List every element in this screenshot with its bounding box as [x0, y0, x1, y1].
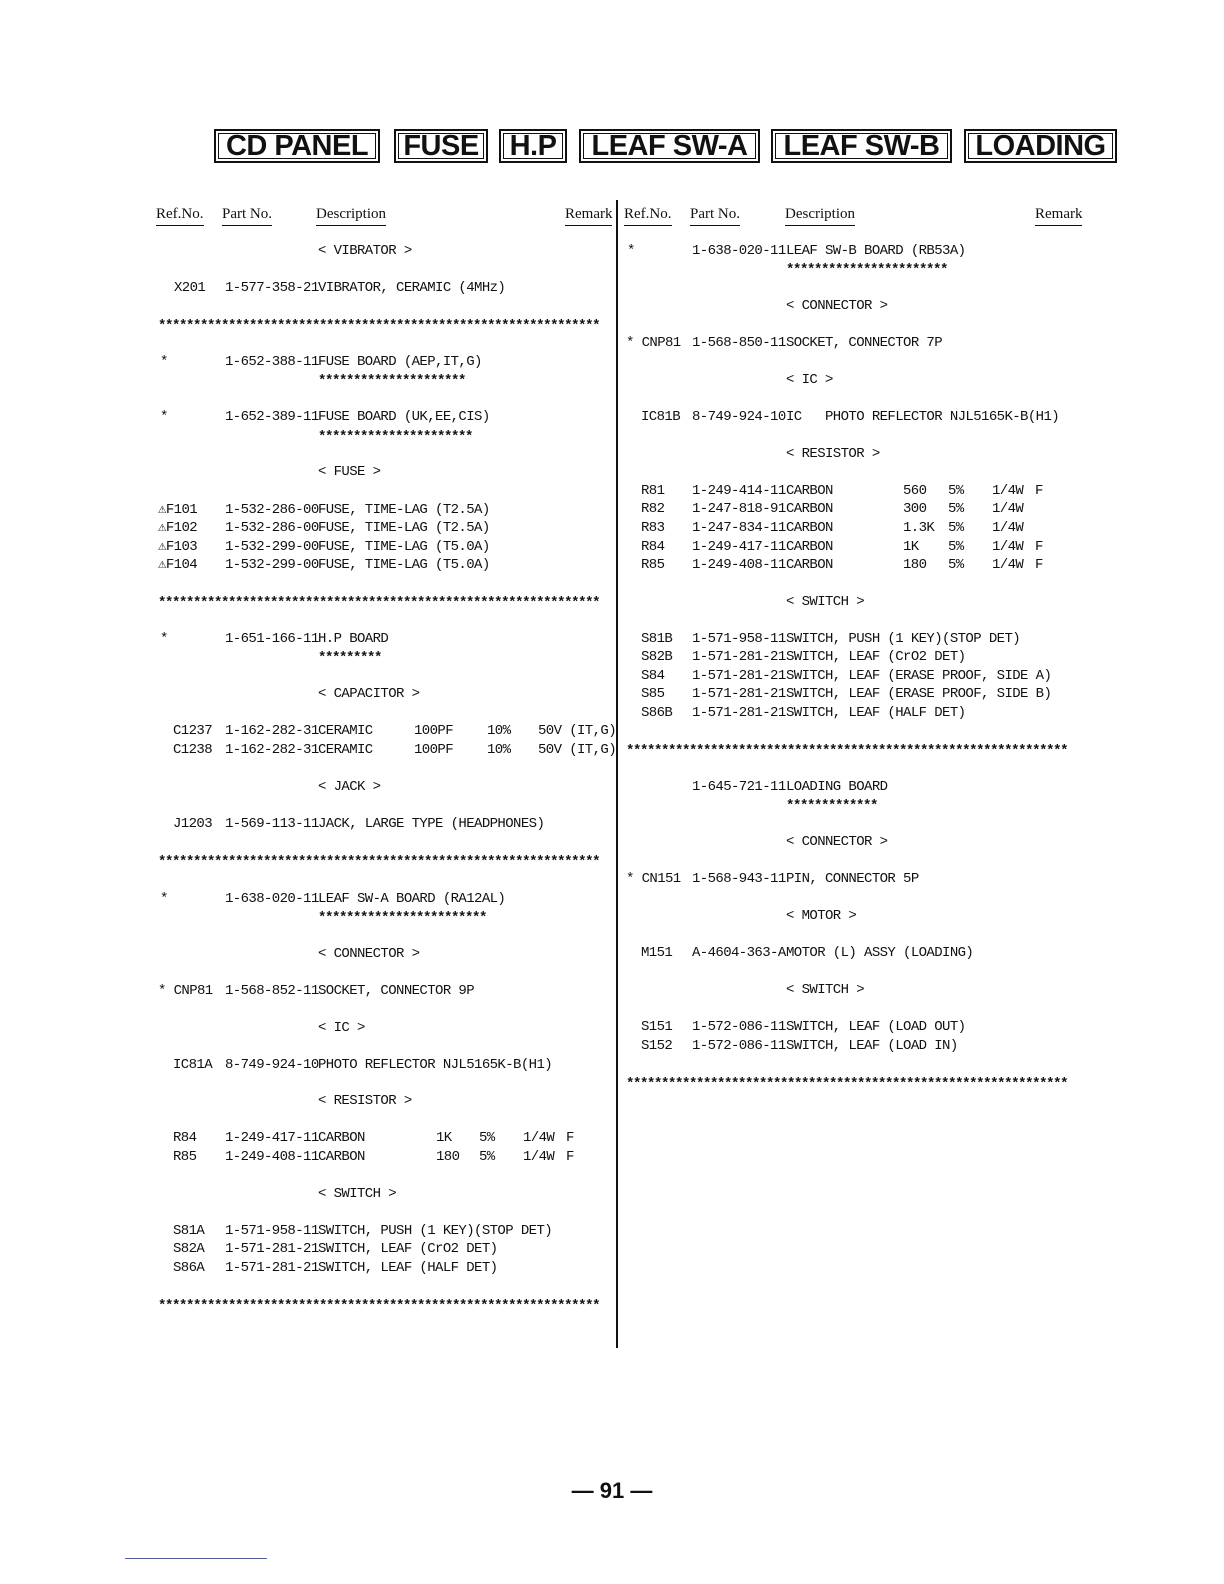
description: LOADING BOARD	[786, 779, 888, 795]
ref-no: S86B	[641, 705, 673, 721]
fuse-row: ⚠F104	[158, 557, 198, 573]
description: CARBON	[318, 1149, 365, 1165]
description: SWITCH, PUSH (1 KEY)(STOP DET)	[786, 631, 1021, 647]
wattage: 1/4W	[992, 557, 1024, 573]
description: SWITCH, LEAF (ERASE PROOF, SIDE A)	[786, 668, 1052, 684]
section-switch: < SWITCH >	[786, 982, 865, 998]
part-no: 8-749-924-10	[225, 1057, 319, 1073]
tolerance: 5%	[948, 483, 964, 499]
description: PHOTO REFLECTOR NJL5165K-B(H1)	[318, 1057, 553, 1073]
part-no: 1-249-408-11	[225, 1149, 319, 1165]
section-ic: < IC >	[786, 372, 833, 388]
underline-stars: *********************	[318, 374, 466, 388]
part-no: 1-571-958-11	[692, 631, 786, 647]
value: 100PF	[414, 723, 454, 739]
fuse-row: ⚠F101	[158, 502, 198, 518]
part-no: 1-638-020-11	[225, 891, 319, 907]
wattage: 1/4W	[523, 1149, 555, 1165]
description: PIN, CONNECTOR 5P	[786, 871, 919, 887]
part-no: A-4604-363-A	[692, 945, 786, 961]
part-no: 1-568-852-11	[225, 983, 319, 999]
part-no: 1-249-414-11	[692, 483, 786, 499]
remark-f: F	[1035, 539, 1043, 555]
tolerance: 10%	[487, 742, 511, 758]
part-no: 1-247-834-11	[692, 520, 786, 536]
fuse-row: ⚠F103	[158, 539, 198, 555]
part-no: 1-569-113-11	[225, 816, 319, 832]
remark-f: F	[1035, 557, 1043, 573]
warning-triangle-icon: ⚠	[158, 557, 166, 573]
underline-stars: *************	[786, 799, 878, 813]
tolerance: 5%	[479, 1149, 495, 1165]
ref-no: R81	[641, 483, 665, 499]
separator-stars: ***************************************************************	[626, 744, 1068, 758]
tab-leaf-sw-b: LEAF SW-B	[771, 129, 952, 163]
section-connector: < CONNECTOR >	[786, 298, 888, 314]
ref-no: R85	[641, 557, 665, 573]
revision-mark: *	[627, 243, 635, 259]
header-ref-no: Ref.No.	[156, 204, 204, 226]
part-no: 1-572-086-11	[692, 1019, 786, 1035]
ref-no: R85	[173, 1149, 197, 1165]
revision-mark: *	[160, 891, 168, 907]
part-no: 1-568-850-11	[692, 335, 786, 351]
warning-triangle-icon: ⚠	[158, 520, 166, 536]
footer-line	[125, 1558, 267, 1559]
part-no: 1-577-358-21	[225, 280, 319, 296]
description: VIBRATOR, CERAMIC (4MHz)	[318, 280, 506, 296]
part-no: 1-568-943-11	[692, 871, 786, 887]
ref-no: S82B	[641, 649, 673, 665]
ref-no: C1238	[173, 742, 213, 758]
underline-stars: *********	[318, 651, 382, 665]
section-vibrator: < VIBRATOR >	[318, 243, 412, 259]
part-no: 1-532-286-00	[225, 520, 319, 536]
underline-stars: **********************	[318, 430, 473, 444]
description: CARBON	[786, 483, 833, 499]
ref-no: S81B	[641, 631, 673, 647]
section-switch: < SWITCH >	[786, 594, 865, 610]
section-resistor: < RESISTOR >	[786, 446, 880, 462]
section-fuse: < FUSE >	[318, 464, 381, 480]
description: IC PHOTO REFLECTOR NJL5165K-B(H1)	[786, 409, 1060, 425]
separator-stars: ***************************************************************	[158, 319, 600, 333]
description: CARBON	[318, 1130, 365, 1146]
wattage: 1/4W	[992, 520, 1024, 536]
section-switch: < SWITCH >	[318, 1186, 397, 1202]
part-no: 1-571-281-21	[225, 1241, 319, 1257]
header-remark: Remark	[565, 204, 612, 226]
ref-no: S86A	[173, 1260, 205, 1276]
description: SWITCH, LEAF (CrO2 DET)	[786, 649, 966, 665]
description: CERAMIC	[318, 742, 373, 758]
section-motor: < MOTOR >	[786, 908, 857, 924]
ref-no: S85	[641, 686, 665, 702]
wattage: 1/4W	[523, 1130, 555, 1146]
description: SWITCH, LEAF (LOAD OUT)	[786, 1019, 966, 1035]
ref-no: S84	[641, 668, 665, 684]
header-part-no: Part No.	[690, 204, 740, 226]
value: 1K	[436, 1130, 452, 1146]
part-no: 1-638-020-11	[692, 243, 786, 259]
description: CARBON	[786, 557, 833, 573]
part-no: 1-162-282-31	[225, 742, 319, 758]
revision-mark: *	[160, 631, 168, 647]
description: H.P BOARD	[318, 631, 389, 647]
voltage: 50V (IT,G)	[538, 742, 617, 758]
part-no: 1-162-282-31	[225, 723, 319, 739]
part-no: 1-652-388-11	[225, 354, 319, 370]
ref-no: IC81B	[641, 409, 681, 425]
ref-no: S81A	[173, 1223, 205, 1239]
wattage: 1/4W	[992, 539, 1024, 555]
part-no: 1-249-408-11	[692, 557, 786, 573]
description: CARBON	[786, 539, 833, 555]
description: SWITCH, LEAF (HALF DET)	[786, 705, 966, 721]
description: MOTOR (L) ASSY (LOADING)	[786, 945, 974, 961]
voltage: 50V (IT,G)	[538, 723, 617, 739]
separator-stars: ***************************************************************	[158, 855, 600, 869]
column-divider	[616, 200, 618, 1348]
description: JACK, LARGE TYPE (HEADPHONES)	[318, 816, 545, 832]
ref-no: C1237	[173, 723, 213, 739]
tolerance: 5%	[948, 520, 964, 536]
description: FUSE, TIME-LAG (T2.5A)	[318, 502, 490, 518]
description: FUSE, TIME-LAG (T5.0A)	[318, 557, 490, 573]
value: 560	[903, 483, 927, 499]
part-no: 1-247-818-91	[692, 501, 786, 517]
part-no: 1-571-281-21	[692, 705, 786, 721]
header-description: Description	[316, 204, 386, 226]
value: 1K	[903, 539, 919, 555]
section-connector: < CONNECTOR >	[786, 834, 888, 850]
ref-no: S152	[641, 1038, 673, 1054]
fuse-row: ⚠F102	[158, 520, 198, 536]
warning-triangle-icon: ⚠	[158, 502, 166, 518]
tolerance: 5%	[948, 539, 964, 555]
description: FUSE BOARD (AEP,IT,G)	[318, 354, 482, 370]
separator-stars: ***************************************************************	[626, 1077, 1068, 1091]
part-no: 1-645-721-11	[692, 779, 786, 795]
part-no: 1-572-086-11	[692, 1038, 786, 1054]
ref-no: R83	[641, 520, 665, 536]
value: 300	[903, 501, 927, 517]
description: SWITCH, PUSH (1 KEY)(STOP DET)	[318, 1223, 553, 1239]
description: SWITCH, LEAF (ERASE PROOF, SIDE B)	[786, 686, 1052, 702]
wattage: 1/4W	[992, 483, 1024, 499]
part-no: 1-571-281-21	[225, 1260, 319, 1276]
wattage: 1/4W	[992, 501, 1024, 517]
description: SOCKET, CONNECTOR 7P	[786, 335, 943, 351]
page-number: — 91 —	[571, 1478, 653, 1503]
section-resistor: < RESISTOR >	[318, 1093, 412, 1109]
header-description: Description	[785, 204, 855, 226]
ref-no: * CNP81	[626, 335, 681, 351]
remark-f: F	[566, 1130, 574, 1146]
tab-leaf-sw-a: LEAF SW-A	[579, 129, 760, 163]
ref-no: R84	[173, 1130, 197, 1146]
revision-mark: *	[160, 409, 168, 425]
ref-no: M151	[641, 945, 673, 961]
description: FUSE, TIME-LAG (T5.0A)	[318, 539, 490, 555]
warning-triangle-icon: ⚠	[158, 539, 166, 555]
tab-cd-panel: CD PANEL	[214, 129, 380, 163]
section-jack: < JACK >	[318, 779, 381, 795]
part-no: 1-571-281-21	[692, 668, 786, 684]
separator-stars: ***************************************************************	[158, 596, 600, 610]
separator-stars: ***************************************************************	[158, 1299, 600, 1313]
ref-no: R84	[641, 539, 665, 555]
description: CARBON	[786, 520, 833, 536]
section-capacitor: < CAPACITOR >	[318, 686, 420, 702]
part-no: 1-249-417-11	[692, 539, 786, 555]
value: 180	[903, 557, 927, 573]
tolerance: 5%	[948, 557, 964, 573]
description: FUSE BOARD (UK,EE,CIS)	[318, 409, 490, 425]
tab-hp: H.P	[499, 129, 567, 163]
part-no: 1-571-958-11	[225, 1223, 319, 1239]
section-ic: < IC >	[318, 1020, 365, 1036]
tolerance: 5%	[479, 1130, 495, 1146]
header-ref-no: Ref.No.	[624, 204, 672, 226]
ref-no: X201	[174, 280, 206, 296]
description: SOCKET, CONNECTOR 9P	[318, 983, 475, 999]
ref-no: IC81A	[173, 1057, 213, 1073]
part-no: 1-249-417-11	[225, 1130, 319, 1146]
header-remark: Remark	[1035, 204, 1082, 226]
description: SWITCH, LEAF (HALF DET)	[318, 1260, 498, 1276]
part-no: 1-532-299-00	[225, 539, 319, 555]
underline-stars: ***********************	[786, 263, 948, 277]
part-no: 1-651-166-11	[225, 631, 319, 647]
part-no: 8-749-924-10	[692, 409, 786, 425]
description: SWITCH, LEAF (LOAD IN)	[786, 1038, 958, 1054]
tolerance: 10%	[487, 723, 511, 739]
ref-no: J1203	[173, 816, 213, 832]
description: FUSE, TIME-LAG (T2.5A)	[318, 520, 490, 536]
part-no: 1-652-389-11	[225, 409, 319, 425]
ref-no: R82	[641, 501, 665, 517]
section-connector: < CONNECTOR >	[318, 946, 420, 962]
value: 100PF	[414, 742, 454, 758]
ref-no: S151	[641, 1019, 673, 1035]
part-no: 1-532-286-00	[225, 502, 319, 518]
tab-loading: LOADING	[964, 129, 1117, 163]
description: LEAF SW-A BOARD (RA12AL)	[318, 891, 506, 907]
tolerance: 5%	[948, 501, 964, 517]
remark-f: F	[566, 1149, 574, 1165]
ref-no: * CNP81	[158, 983, 213, 999]
ref-no: * CN151	[626, 871, 681, 887]
description: SWITCH, LEAF (CrO2 DET)	[318, 1241, 498, 1257]
revision-mark: *	[160, 354, 168, 370]
description: LEAF SW-B BOARD (RB53A)	[786, 243, 966, 259]
underline-stars: ************************	[318, 911, 487, 925]
part-no: 1-571-281-21	[692, 686, 786, 702]
description: CARBON	[786, 501, 833, 517]
header-part-no: Part No.	[222, 204, 272, 226]
remark-f: F	[1035, 483, 1043, 499]
value: 180	[436, 1149, 460, 1165]
description: CERAMIC	[318, 723, 373, 739]
value: 1.3K	[903, 520, 935, 536]
part-no: 1-571-281-21	[692, 649, 786, 665]
tab-fuse: FUSE	[394, 129, 488, 163]
part-no: 1-532-299-00	[225, 557, 319, 573]
ref-no: S82A	[173, 1241, 205, 1257]
